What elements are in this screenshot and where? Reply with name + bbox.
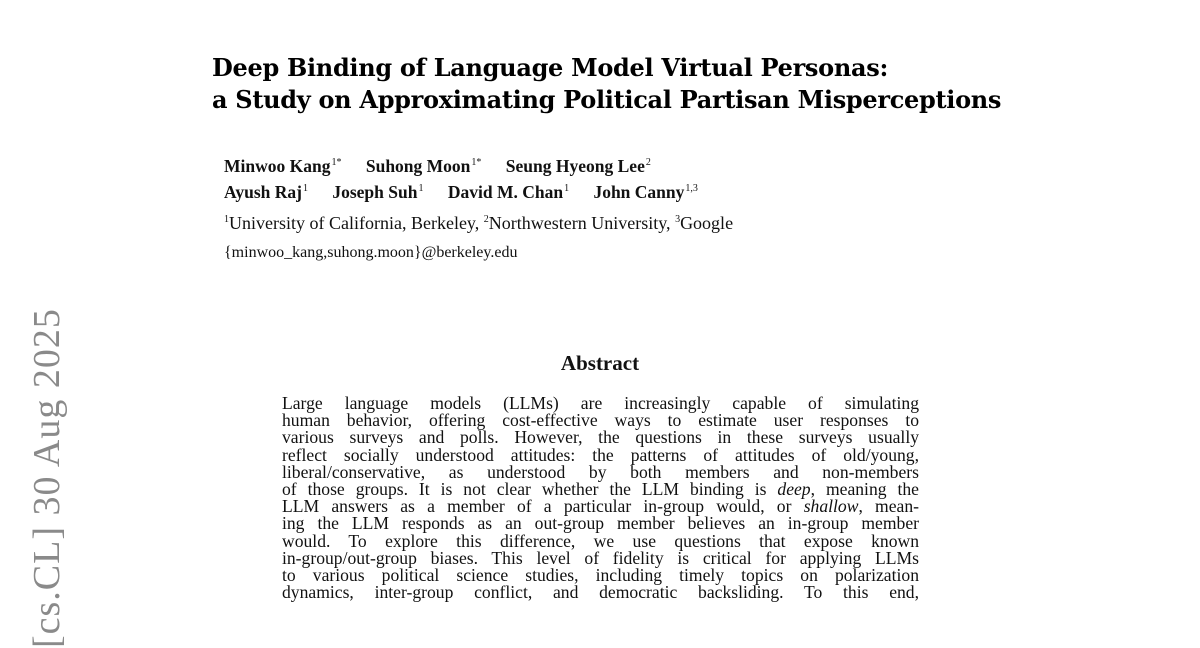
author — [506, 153, 651, 179]
abstract-line: would. To explore this difference, we use questions that expose known — [282, 530, 919, 551]
abstract-line: to various political science studies, including timely topics on polarization — [282, 564, 919, 585]
author — [224, 153, 341, 179]
arxiv-stamp: [cs.CL] 30 Aug 2025 — [26, 308, 68, 648]
author — [366, 153, 482, 179]
author — [593, 179, 697, 205]
affiliation: Northwestern University, — [488, 213, 671, 233]
author-affil-mark: 1 — [302, 183, 308, 194]
abstract-text: LLM answers as a member of a particular in-group would, or — [282, 496, 792, 517]
contact-email: {minwoo_kang,suhong.moon}@berkeley.edu — [224, 244, 518, 261]
author-name: John Canny — [593, 182, 685, 202]
author-row-1 — [224, 153, 718, 179]
abstract-line: various surveys and polls. However, the questions in these surveys usually — [282, 427, 919, 448]
author-affil-mark: 1 — [418, 183, 424, 194]
author-affil-mark: 1 — [564, 183, 570, 194]
affil-mark: 2 — [483, 214, 489, 225]
abstract-line: reflect socially understood attitudes: the patterns of attitudes of old/young, — [282, 444, 919, 465]
paper-title — [212, 52, 1112, 116]
author-name: David M. Chan — [447, 182, 564, 202]
abstract-emphasis: shallow — [803, 496, 859, 517]
author-list — [224, 153, 718, 205]
title-line-1: Deep Binding of Language Model Virtual Personas: — [212, 53, 888, 82]
abstract-heading: Abstract — [560, 351, 640, 375]
affiliation: University of California, Berkeley, — [229, 213, 480, 233]
author — [224, 179, 308, 205]
abstract-line: ing the LLM responds as an out-group member believes an in-group member — [282, 513, 919, 534]
author-name: Ayush Raj — [224, 182, 302, 202]
abstract-text: , meaning the — [810, 478, 919, 499]
abstract-line: liberal/conservative, as understood by both members and non-members — [282, 461, 919, 482]
abstract-text: , mean- — [858, 496, 919, 517]
author-affil-mark: 1* — [471, 157, 482, 168]
affil-mark: 3 — [675, 214, 681, 225]
affiliations — [224, 210, 733, 236]
abstract-text: of those groups. It is not clear whether the LLM binding is — [282, 478, 767, 499]
abstract-emphasis: deep — [777, 478, 811, 499]
abstract-body — [282, 395, 919, 601]
author-affil-mark: 1* — [331, 157, 342, 168]
author — [332, 179, 423, 205]
title-line-2: a Study on Approximating Political Partisan Misperceptions — [212, 85, 1002, 114]
abstract-line: dynamics, inter-group conflict, and democratic backsliding. To this end, — [282, 582, 919, 603]
author-name: Suhong Moon — [365, 156, 471, 176]
author-name: Seung Hyeong Lee — [505, 156, 645, 176]
abstract-line: human behavior, offering cost-effective ways to estimate user responses to — [282, 410, 919, 431]
author-affil-mark: 2 — [645, 157, 651, 168]
author-row-2 — [224, 179, 718, 205]
author-affil-mark: 1,3 — [685, 183, 698, 194]
abstract-line: Large language models (LLMs) are increasingly capable of simulating — [282, 393, 919, 413]
affiliation: Google — [680, 213, 734, 233]
affil-mark: 1 — [224, 214, 229, 225]
author-name: Minwoo Kang — [224, 156, 331, 176]
author — [448, 179, 569, 205]
author-name: Joseph Suh — [332, 182, 418, 202]
abstract-line: in-group/out-group biases. This level of fidelity is critical for applying LLMs — [282, 547, 919, 568]
